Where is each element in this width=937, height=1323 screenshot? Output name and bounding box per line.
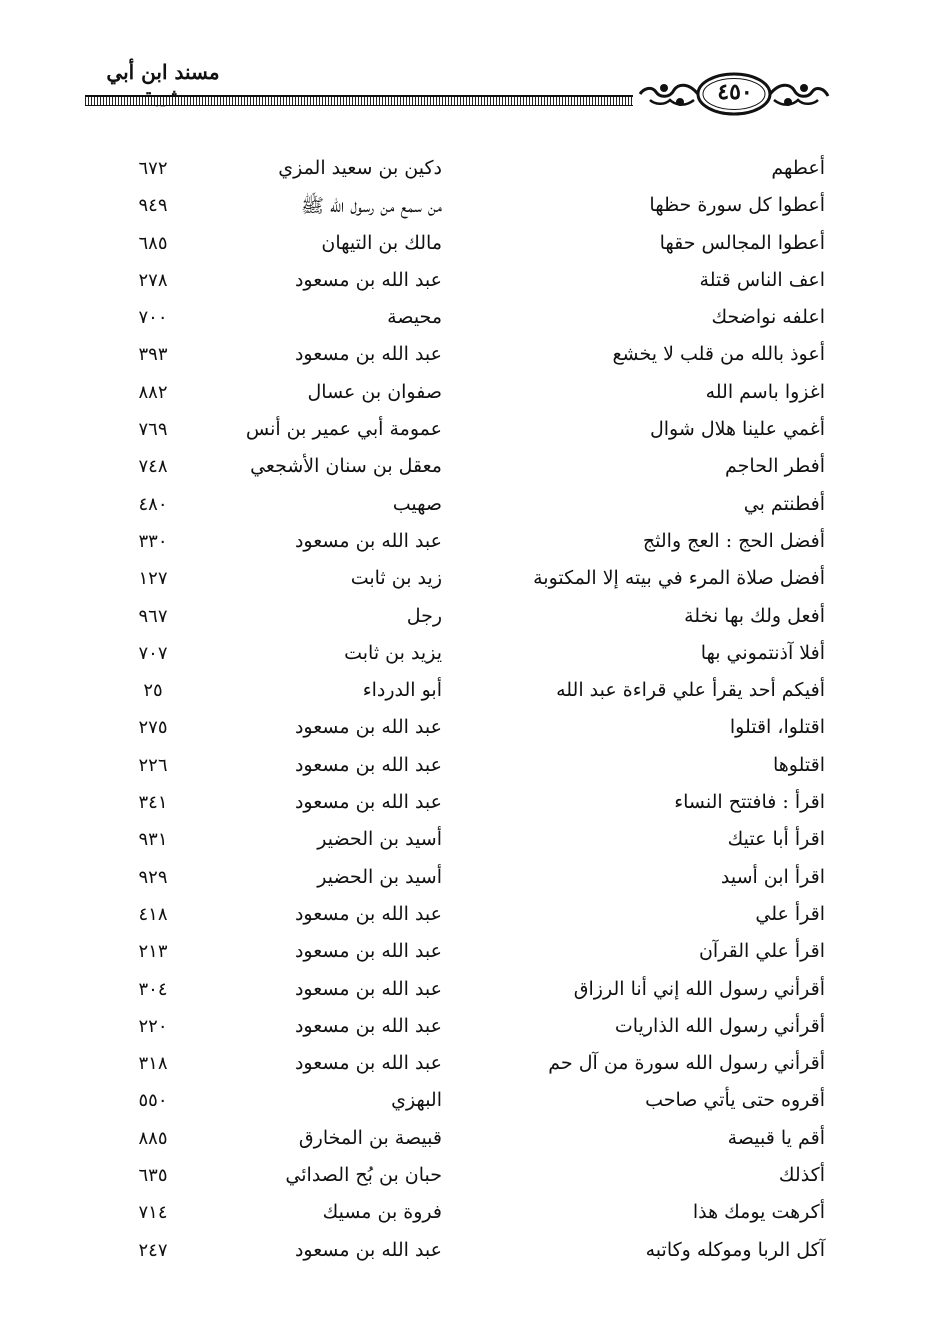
hadith-number: ٢١٣ bbox=[138, 941, 168, 963]
narrator-name: عبد الله بن مسعود bbox=[294, 529, 442, 552]
hadith-phrase: أعطوا كل سورة حظها bbox=[649, 194, 825, 217]
hadith-number: ٩٢٩ bbox=[138, 866, 168, 888]
narrator-name: زيد بن ثابت bbox=[350, 567, 442, 590]
hadith-number: ٤٨٠ bbox=[138, 493, 168, 515]
hadith-number: ٣١٨ bbox=[138, 1053, 168, 1075]
narrator-name: عبد الله بن مسعود bbox=[294, 940, 442, 963]
hadith-phrase: أفضل الحج : العج والثج bbox=[642, 529, 825, 552]
narrator-name: رجل bbox=[406, 604, 442, 627]
narrator-name: أسيد بن الحضير bbox=[317, 828, 442, 851]
hadith-number: ٦٧٢ bbox=[138, 158, 168, 179]
narrator-name: من سمع من رسول الله ﷺ bbox=[300, 195, 442, 218]
hadith-phrase: أفضل صلاة المرء في بيته إلا المكتوبة bbox=[533, 567, 825, 590]
index-table bbox=[0, 153, 937, 1272]
hadith-number: ٣٠٤ bbox=[138, 978, 168, 1000]
index-row bbox=[0, 1085, 937, 1122]
index-row bbox=[0, 526, 937, 563]
hadith-phrase: أفطنتم بي bbox=[743, 492, 825, 515]
hadith-number: ٧٠٧ bbox=[138, 642, 168, 664]
hadith-phrase: أقرأني رسول الله إني أنا الرزاق bbox=[573, 977, 825, 1000]
index-row bbox=[0, 377, 937, 414]
index-row bbox=[0, 1123, 937, 1160]
index-row bbox=[0, 974, 937, 1011]
narrator-name: عمومة أبي عمير بن أنس bbox=[245, 418, 442, 441]
index-row bbox=[0, 1160, 937, 1197]
hadith-number: ٩٣١ bbox=[138, 829, 168, 851]
narrator-name: مالك بن التيهان bbox=[321, 231, 442, 254]
hadith-phrase: أعطوا المجالس حقها bbox=[659, 231, 825, 254]
index-row bbox=[0, 228, 937, 265]
index-row bbox=[0, 638, 937, 675]
narrator-name: دكين بن سعيد المزي bbox=[278, 157, 442, 179]
hadith-number: ٦٨٥ bbox=[138, 232, 168, 254]
narrator-name: عبد الله بن مسعود bbox=[294, 1014, 442, 1037]
header-rule bbox=[85, 95, 633, 106]
hadith-phrase: أعوذ بالله من قلب لا يخشع bbox=[612, 343, 825, 366]
hadith-phrase: اقرأ ابن أسيد bbox=[720, 865, 825, 888]
hadith-number: ٢٥ bbox=[143, 680, 163, 702]
narrator-name: فروة بن مسيك bbox=[322, 1201, 442, 1224]
hadith-phrase: أغمي علينا هلال شوال bbox=[649, 418, 825, 441]
page-header bbox=[0, 0, 937, 140]
index-row bbox=[0, 675, 937, 712]
hadith-phrase: اقتلوها bbox=[772, 753, 825, 776]
narrator-name: يزيد بن ثابت bbox=[344, 641, 442, 664]
index-row bbox=[0, 862, 937, 899]
hadith-number: ٤١٨ bbox=[138, 903, 168, 925]
hadith-number: ٥٥٠ bbox=[138, 1090, 168, 1112]
hadith-number: ٩٦٧ bbox=[138, 605, 168, 627]
hadith-phrase: أقرأني رسول الله سورة من آل حم bbox=[548, 1052, 825, 1075]
index-row bbox=[0, 1048, 937, 1085]
hadith-phrase: اقرأ علي bbox=[755, 902, 825, 925]
hadith-phrase: أقروه حتى يأتي صاحب bbox=[645, 1089, 825, 1112]
narrator-name: قبيصة بن المخارق bbox=[298, 1126, 442, 1149]
hadith-number: ٢٧٨ bbox=[138, 269, 168, 291]
hadith-number: ٣٩٣ bbox=[138, 344, 168, 366]
index-row bbox=[0, 302, 937, 339]
hadith-phrase: أفطر الحاجم bbox=[725, 455, 825, 478]
hadith-phrase: اقرأ علي القرآن bbox=[698, 940, 825, 963]
hadith-number: ٢٢٦ bbox=[138, 754, 168, 776]
hadith-number: ٨٨٥ bbox=[138, 1127, 168, 1149]
index-row bbox=[0, 1011, 937, 1048]
index-row bbox=[0, 712, 937, 749]
index-row bbox=[0, 936, 937, 973]
hadith-phrase: أفلا آذنتموني بها bbox=[700, 641, 825, 664]
hadith-number: ٣٤١ bbox=[138, 792, 168, 814]
hadith-phrase: أقم يا قبيصة bbox=[727, 1126, 825, 1149]
hadith-phrase: آكل الربا وموكله وكاتبه bbox=[645, 1238, 825, 1261]
hadith-phrase: اعف الناس قتلة bbox=[699, 268, 825, 291]
page-number: ٤٥٠ bbox=[717, 79, 753, 105]
index-row bbox=[0, 451, 937, 488]
hadith-number: ٢٢٠ bbox=[138, 1015, 168, 1037]
hadith-phrase: أفعل ولك بها نخلة bbox=[684, 604, 825, 627]
index-row bbox=[0, 899, 937, 936]
narrator-name: عبد الله بن مسعود bbox=[294, 753, 442, 776]
hadith-phrase: أعطهم bbox=[771, 157, 825, 179]
index-row bbox=[0, 339, 937, 376]
hadith-phrase: أفيكم أحد يقرأ علي قراءة عبد الله bbox=[556, 679, 825, 702]
hadith-number: ٩٤٩ bbox=[138, 195, 168, 217]
narrator-name: محيصة bbox=[387, 306, 442, 329]
hadith-number: ٣٣٠ bbox=[138, 530, 168, 552]
hadith-phrase: أكذلك bbox=[778, 1164, 825, 1187]
index-row bbox=[0, 1235, 937, 1272]
hadith-number: ٢٤٧ bbox=[138, 1239, 168, 1261]
narrator-name: عبد الله بن مسعود bbox=[294, 716, 442, 739]
index-row bbox=[0, 824, 937, 861]
index-row bbox=[0, 190, 937, 227]
narrator-name: أسيد بن الحضير bbox=[317, 865, 442, 888]
index-row bbox=[0, 750, 937, 787]
index-row bbox=[0, 601, 937, 638]
hadith-phrase: اقرأ : فافتتح النساء bbox=[674, 791, 825, 814]
index-row bbox=[0, 153, 937, 190]
hadith-phrase: أكرهت يومك هذا bbox=[692, 1201, 825, 1224]
hadith-phrase: اغزوا باسم الله bbox=[705, 380, 825, 403]
hadith-number: ٧٤٨ bbox=[138, 456, 168, 478]
narrator-name: صفوان بن عسال bbox=[307, 380, 442, 403]
hadith-phrase: اقتلوا، اقتلوا bbox=[729, 716, 825, 739]
index-row bbox=[0, 563, 937, 600]
narrator-name: صهيب bbox=[392, 492, 442, 515]
index-row bbox=[0, 414, 937, 451]
narrator-name: عبد الله بن مسعود bbox=[294, 343, 442, 366]
hadith-number: ٢٧٥ bbox=[138, 717, 168, 739]
narrator-name: عبد الله بن مسعود bbox=[294, 1238, 442, 1261]
narrator-name: عبد الله بن مسعود bbox=[294, 902, 442, 925]
hadith-number: ٧٠٠ bbox=[138, 307, 168, 329]
hadith-number: ٨٨٢ bbox=[138, 381, 168, 403]
narrator-name: أبو الدرداء bbox=[362, 679, 442, 702]
hadith-number: ١٢٧ bbox=[138, 568, 168, 590]
hadith-number: ٧٦٩ bbox=[138, 419, 168, 441]
index-row bbox=[0, 265, 937, 302]
hadith-phrase: أقرأني رسول الله الذاريات bbox=[614, 1014, 825, 1037]
narrator-name: معقل بن سنان الأشجعي bbox=[250, 455, 442, 478]
narrator-name: عبد الله بن مسعود bbox=[294, 1052, 442, 1075]
index-row bbox=[0, 489, 937, 526]
hadith-phrase: اعلفه نواضحك bbox=[711, 306, 825, 329]
narrator-name: حبان بن بُح الصدائي bbox=[285, 1164, 442, 1187]
narrator-name: عبد الله بن مسعود bbox=[294, 791, 442, 814]
index-row bbox=[0, 1197, 937, 1234]
hadith-phrase: اقرأ أبا عتيك bbox=[727, 828, 825, 851]
index-row bbox=[0, 787, 937, 824]
narrator-name: البهزي bbox=[391, 1089, 442, 1112]
hadith-number: ٦٣٥ bbox=[138, 1165, 168, 1187]
narrator-name: عبد الله بن مسعود bbox=[294, 977, 442, 1000]
narrator-name: عبد الله بن مسعود bbox=[294, 268, 442, 291]
book-title: مسند ابن أبي bbox=[106, 60, 220, 84]
hadith-number: ٧١٤ bbox=[138, 1202, 168, 1224]
